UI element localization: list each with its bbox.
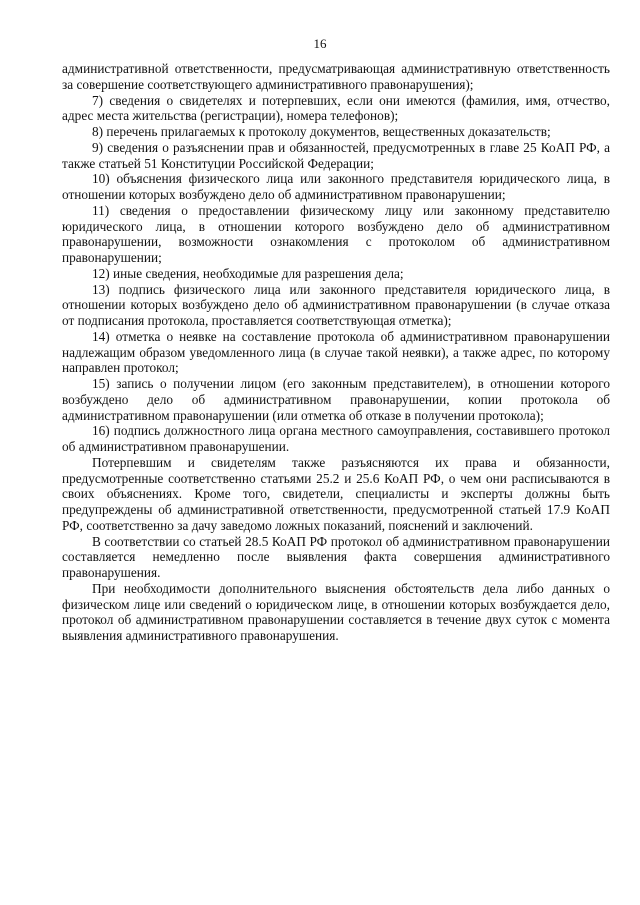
paragraph-item-15: 15) запись о получении лицом (его законным представителем), в отношении которого возбуждено дело об административном правонарушении, копии протокола об административном правонарушении (или отметка об отказе в получении протокола);	[62, 376, 610, 423]
paragraph-item-14: 14) отметка о неявке на составление протокола об административном правонарушении надлежащим образом уведомленного лица (в случае такой неявки), а также адрес, по которому направлен протокол;	[62, 328, 610, 376]
paragraph-item-8: 8) перечень прилагаемых к протоколу документов, вещественных доказательств;	[92, 124, 551, 139]
paragraph-continuation: административной ответственности, предусматривающая административную ответственность за совершение соответствующего административного правонарушения);	[62, 61, 610, 92]
document-body	[62, 61, 610, 644]
paragraph-article-28-5: В соответствии со статьей 28.5 КоАП РФ протокол об административном правонарушении составляется немедленно после выявления факта совершения административного правонарушения.	[62, 533, 610, 580]
paragraph-item-16: 16) подпись должностного лица органа местного самоуправления, составившего протокол об административном правонарушении.	[62, 423, 610, 454]
paragraph-item-11: 11) сведения о предоставлении физическому лицу или законному представителю юридического лица, в отношении которого возбуждено дело об административном правонарушении, возможности ознакомления с протоколом об административном правонарушении;	[62, 202, 610, 265]
paragraph-item-10: 10) объяснения физического лица или законного представителя юридического лица, в отношении которых возбуждено дело об административном правонарушении;	[62, 171, 610, 202]
paragraph-item-13: 13) подпись физического лица или законного представителя юридического лица, в отношении которых возбуждено дело об административном правонарушении (в случае отказа от подписания протокола, проставляется соответствующая отметка);	[62, 281, 610, 328]
paragraph-rights-explanation: Потерпевшим и свидетелям также разъясняются их права и обязанности, предусмотренные соответственно статьями 25.2 и 25.6 КоАП РФ, о чем они расписываются в своих объяснениях. Кроме того, свидетели, специалисты и эксперты должны быть предупреждены об административной ответственности, предусмотренной статьей 17.9 КоАП РФ, соответственно за дачу заведомо ложных показаний, пояснений и заключений.	[62, 454, 610, 533]
paragraph-two-days-deadline: При необходимости дополнительного выяснения обстоятельств дела либо данных о физическом лице или сведений о юридическом лице, в отношении которых возбуждается дело, протокол об административном правонарушении составляется в течение двух суток с момента выявления административного правонарушения.	[62, 580, 610, 643]
page-number: 16	[313, 36, 327, 51]
paragraph-item-9: 9) сведения о разъяснении прав и обязанностей, предусмотренных в главе 25 КоАП РФ, а также статьей 51 Конституции Российской Федерации;	[62, 139, 610, 171]
paragraph-item-12: 12) иные сведения, необходимые для разрешения дела;	[92, 265, 404, 281]
paragraph-item-7: 7) сведения о свидетелях и потерпевших, если они имеются (фамилия, имя, отчество, адрес места жительства (регистрации), номера телефонов);	[62, 92, 610, 124]
